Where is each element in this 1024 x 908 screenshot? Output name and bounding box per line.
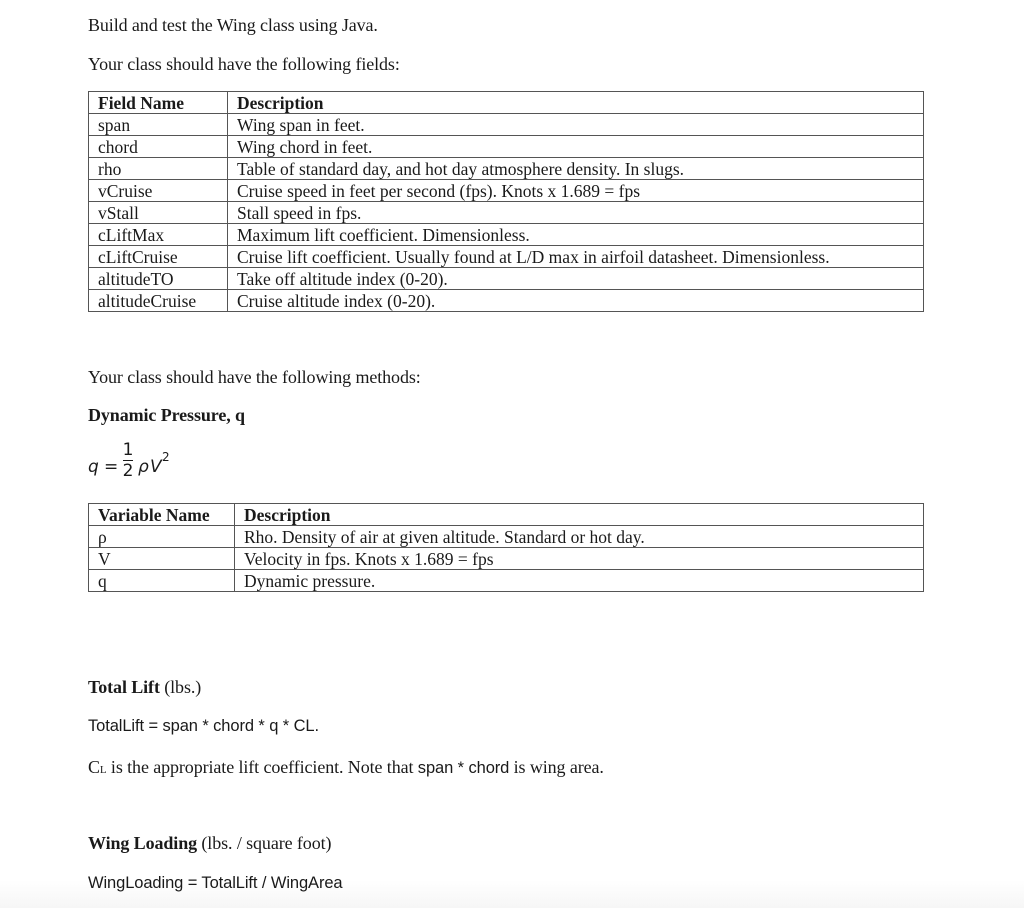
field-description: Maximum lift coefficient. Dimensionless. <box>228 224 924 246</box>
note-text-2: is wing area. <box>509 757 604 777</box>
field-name: rho <box>89 158 228 180</box>
formula-equals: = <box>104 457 119 477</box>
note-code: span * chord <box>417 759 510 777</box>
fields-table <box>88 91 924 312</box>
table-row <box>89 570 924 592</box>
intro-line-1: Build and test the Wing class using Java. <box>88 15 378 35</box>
formula-q: q <box>88 457 99 477</box>
variables-table-header <box>89 504 924 526</box>
table-row <box>89 246 924 268</box>
field-description: Stall speed in fps. <box>228 202 924 224</box>
wing-loading-title: Wing Loading <box>88 833 198 853</box>
formula-numerator: 1 <box>122 440 134 460</box>
wing-loading-unit: (lbs. / square foot) <box>197 833 332 853</box>
field-description: Cruise speed in feet per second (fps). Knots x 1.689 = fps <box>228 180 924 202</box>
variable-name: q <box>89 570 235 592</box>
header-variable-name: Variable Name <box>89 504 235 526</box>
table-row <box>89 548 924 570</box>
intro-line-2: Your class should have the following fields: <box>88 54 400 74</box>
total-lift-unit: (lbs.) <box>159 677 202 697</box>
formula-v: V <box>150 457 162 477</box>
table-row <box>89 526 924 548</box>
table-row <box>89 136 924 158</box>
total-lift-heading <box>88 676 201 698</box>
dynamic-pressure-heading: Dynamic Pressure, q <box>88 405 245 425</box>
formula-denominator: 2 <box>122 461 134 481</box>
table-row <box>89 114 924 136</box>
field-description: Wing span in feet. <box>228 114 924 136</box>
field-name: cLiftMax <box>89 224 228 246</box>
header-description: Description <box>228 92 924 114</box>
formula-exponent: 2 <box>162 450 170 464</box>
variables-table <box>88 503 924 592</box>
field-name: cLiftCruise <box>89 246 228 268</box>
variable-name: V <box>89 548 235 570</box>
variable-description: Dynamic pressure. <box>235 570 924 592</box>
wing-loading-heading <box>88 832 331 854</box>
field-name: chord <box>89 136 228 158</box>
field-description: Wing chord in feet. <box>228 136 924 158</box>
total-lift-note <box>88 756 604 781</box>
table-row <box>89 158 924 180</box>
field-description: Cruise altitude index (0-20). <box>228 290 924 312</box>
total-lift-title: Total Lift <box>88 677 160 697</box>
field-name: span <box>89 114 228 136</box>
note-text-1: is the appropriate lift coefficient. Note that <box>106 757 418 777</box>
note-subscript: L <box>99 764 107 776</box>
table-row <box>89 224 924 246</box>
variable-description: Rho. Density of air at given altitude. Standard or hot day. <box>235 526 924 548</box>
field-description: Take off altitude index (0-20). <box>228 268 924 290</box>
field-name: vStall <box>89 202 228 224</box>
field-description: Table of standard day, and hot day atmosphere density. In slugs. <box>228 158 924 180</box>
header-field-name: Field Name <box>89 92 228 114</box>
methods-intro: Your class should have the following methods: <box>88 367 421 387</box>
field-description: Cruise lift coefficient. Usually found at L/D max in airfoil datasheet. Dimensionless. <box>228 246 924 268</box>
field-name: altitudeCruise <box>89 290 228 312</box>
formula-rho: ρ <box>138 457 149 477</box>
table-row <box>89 268 924 290</box>
note-c: C <box>88 757 100 777</box>
header-description: Description <box>235 504 924 526</box>
table-row <box>89 180 924 202</box>
field-name: altitudeTO <box>89 268 228 290</box>
table-row <box>89 202 924 224</box>
formula-fraction <box>122 440 134 481</box>
table-row <box>89 290 924 312</box>
fields-table-header <box>89 92 924 114</box>
wing-loading-formula: WingLoading = TotalLift / WingArea <box>88 874 343 892</box>
total-lift-formula: TotalLift = span * chord * q * CL. <box>88 717 319 735</box>
variable-description: Velocity in fps. Knots x 1.689 = fps <box>235 548 924 570</box>
field-name: vCruise <box>89 180 228 202</box>
variable-name: ρ <box>89 526 235 548</box>
